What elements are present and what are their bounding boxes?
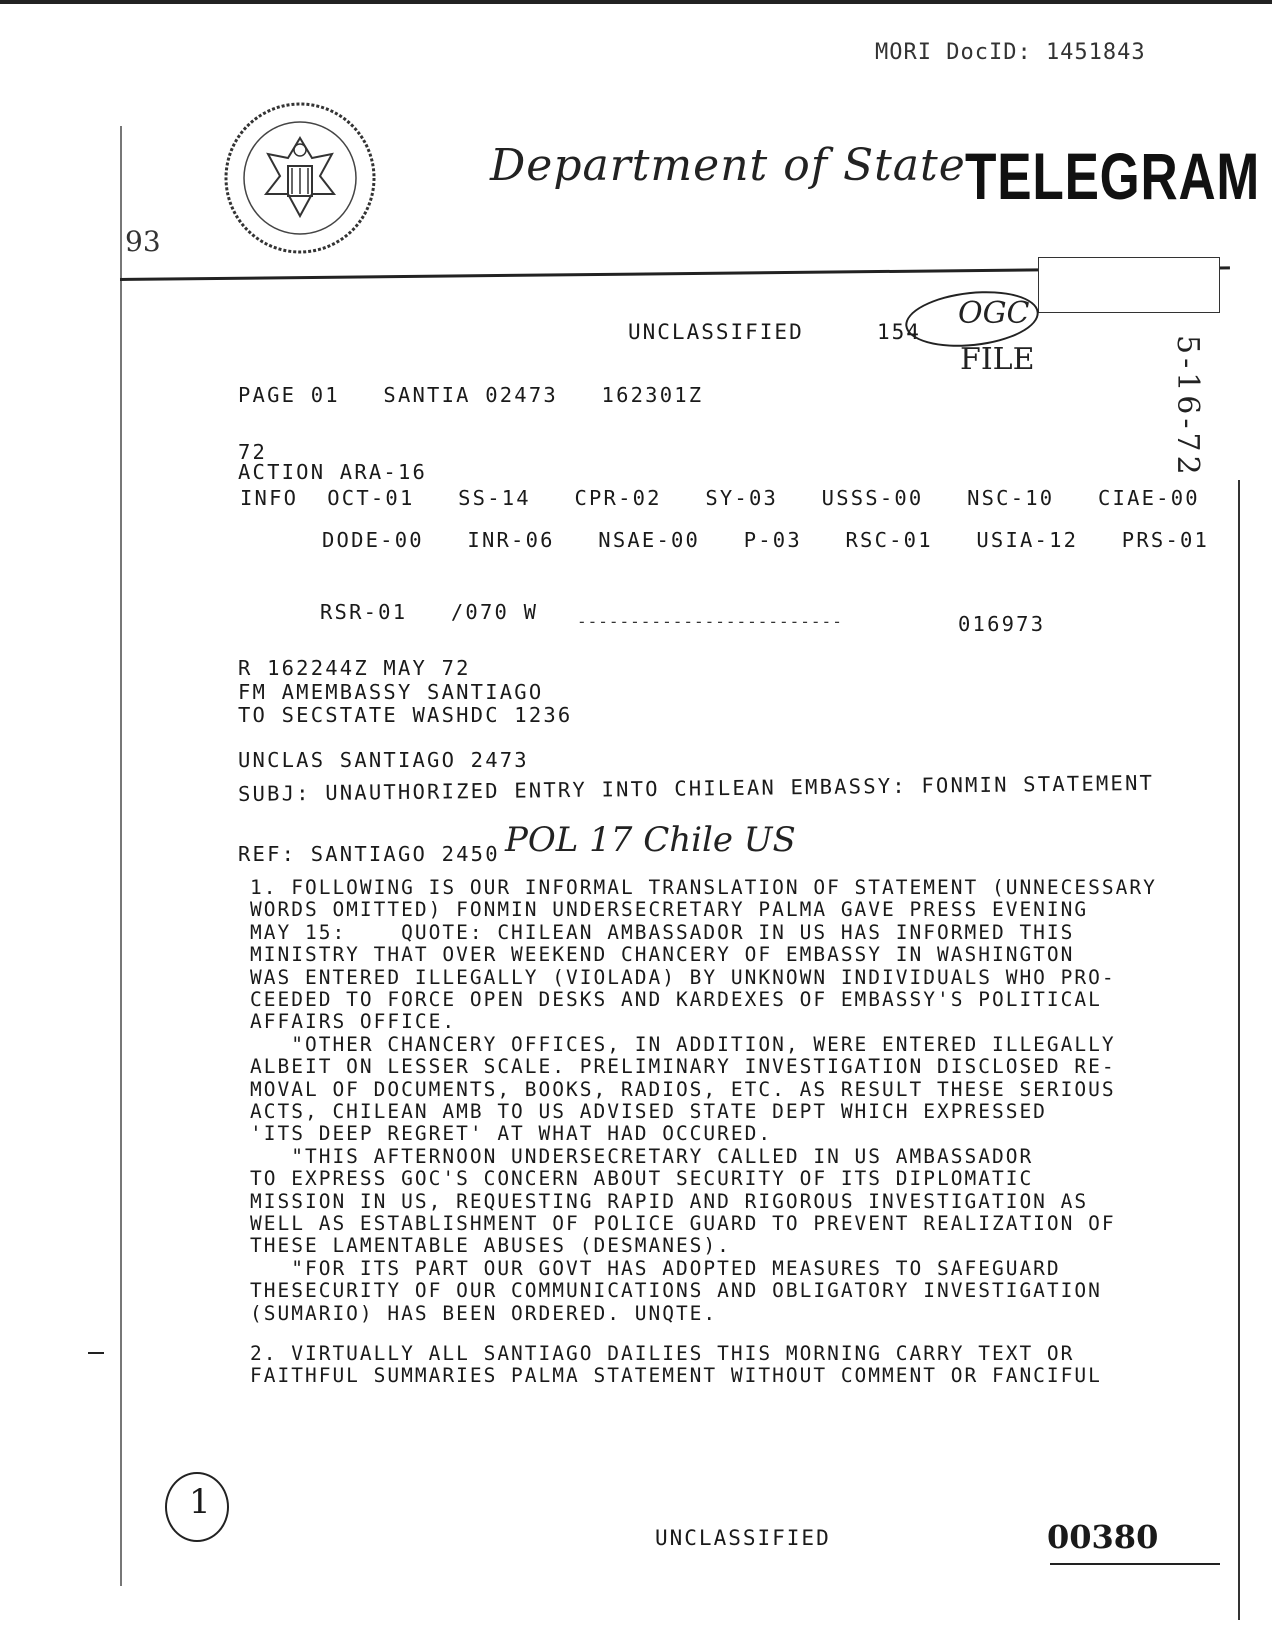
classification-bottom: UNCLASSIFIED <box>655 1526 831 1550</box>
file-handwriting: FILE <box>960 342 1035 377</box>
control-number: 016973 <box>958 612 1046 636</box>
page-number: 00380 <box>1047 1518 1159 1556</box>
info-line-3: RSR-01 /070 W <box>320 600 539 624</box>
right-margin-line <box>1238 480 1240 1620</box>
body-line: FAITHFUL SUMMARIES PALMA STATEMENT WITHOUT COMMENT OR FANCIFUL <box>250 1364 1102 1388</box>
ogc-handwriting: OGC <box>958 296 1030 331</box>
body-line: AFFAIRS OFFICE. <box>250 1010 457 1034</box>
body-line: "OTHER CHANCERY OFFICES, IN ADDITION, WERE ENTERED ILLEGALLY <box>250 1032 1116 1056</box>
telegram-heading: TELEGRAM <box>965 139 1261 213</box>
page-circle-number: 1 <box>189 1482 211 1522</box>
ref-line: REF: SANTIAGO 2450 <box>238 842 500 866</box>
routing-line-1: R 162244Z MAY 72 <box>238 656 471 680</box>
body-line: (SUMARIO) HAS BEEN ORDERED. UNQTE. <box>250 1301 718 1325</box>
page-line: PAGE 01 SANTIA 02473 162301Z <box>238 383 704 407</box>
subject-line: SUBJ: UNAUTHORIZED ENTRY INTO CHILEAN EMBASSY: FONMIN STATEMENT <box>237 770 1155 806</box>
margin-handwriting: 93 <box>125 225 161 258</box>
body-line: THESECURITY OF OUR COMMUNICATIONS AND OBLIGATORY INVESTIGATION <box>250 1279 1102 1303</box>
classification-top-label: UNCLASSIFIED <box>628 320 804 344</box>
body-line: "FOR ITS PART OUR GOVT HAS ADOPTED MEASURES TO SAFEGUARD <box>250 1256 1061 1280</box>
info-line-1: INFO OCT-01 SS-14 CPR-02 SY-03 USSS-00 NSC-10 CIAE-00 <box>240 486 1200 510</box>
body-line: WORDS OMITTED) FONMIN UNDERSECRETARY PALMA GAVE PRESS EVENING <box>250 898 1089 922</box>
dash-separator: ------------------------- <box>577 612 843 631</box>
body-line: 'ITS DEEP REGRET' AT WHAT HAD OCCURED. <box>250 1122 773 1146</box>
info-line-2: DODE-00 INR-06 NSAE-00 P-03 RSC-01 USIA-12 PRS-01 <box>322 528 1210 552</box>
routing-line-2: FM AMEMBASSY SANTIAGO <box>238 680 544 704</box>
left-margin-line <box>120 126 122 1586</box>
body-line: "THIS AFTERNOON UNDERSECRETARY CALLED IN US AMBASSADOR <box>250 1144 1034 1168</box>
body-line: 1. FOLLOWING IS OUR INFORMAL TRANSLATION OF STATEMENT (UNNECESSARY <box>250 876 1157 899</box>
classification-top <box>628 320 921 344</box>
body-line: TO EXPRESS GOC'S CONCERN ABOUT SECURITY OF ITS DIPLOMATIC <box>250 1167 1034 1191</box>
date-handwriting: 5-16-72 <box>1170 335 1205 479</box>
body-line: MISSION IN US, REQUESTING RAPID AND RIGOROUS INVESTIGATION AS <box>250 1189 1089 1213</box>
routing-line-3: TO SECSTATE WASHDC 1236 <box>238 703 573 727</box>
bottom-rule <box>1050 1563 1220 1565</box>
redaction-box <box>1038 257 1220 313</box>
unclas-line: UNCLAS SANTIAGO 2473 <box>238 748 529 772</box>
body-line: 2. VIRTUALLY ALL SANTIAGO DAILIES THIS MORNING CARRY TEXT OR <box>250 1342 1075 1365</box>
body-line: THESE LAMENTABLE ABUSES (DESMANES). <box>250 1234 731 1258</box>
top-number: 154 <box>876 320 921 344</box>
body-line: WAS ENTERED ILLEGALLY (VIOLADA) BY UNKNOWN INDIVIDUALS WHO PRO- <box>250 965 1116 989</box>
header-number: 72 <box>238 440 268 464</box>
body-line: MOVAL OF DOCUMENTS, BOOKS, RADIOS, ETC. AS RESULT THESE SERIOUS <box>250 1077 1116 1101</box>
body-line: ALBEIT ON LESSER SCALE. PRELIMINARY INVESTIGATION DISCLOSED RE- <box>250 1055 1116 1079</box>
state-department-seal-icon <box>220 98 380 258</box>
mori-doc-id: MORI DocID: 1451843 <box>875 40 1146 65</box>
body-line: WELL AS ESTABLISHMENT OF POLICE GUARD TO PREVENT REALIZATION OF <box>250 1212 1116 1235</box>
ref-handwriting: POL 17 Chile US <box>505 820 796 860</box>
body-line: MINISTRY THAT OVER WEEKEND CHANCERY OF EMBASSY IN WASHINGTON <box>250 943 1075 967</box>
action-line: ACTION ARA-16 <box>238 460 428 484</box>
top-edge <box>0 0 1272 4</box>
department-of-state-heading: Department of State <box>490 140 966 191</box>
body-line: CEEDED TO FORCE OPEN DESKS AND KARDEXES OF EMBASSY'S POLITICAL <box>250 988 1102 1011</box>
body-line: ACTS, CHILEAN AMB TO US ADVISED STATE DEPT WHICH EXPRESSED <box>250 1100 1047 1123</box>
margin-dash <box>88 1352 104 1354</box>
body-line: MAY 15: QUOTE: CHILEAN AMBASSADOR IN US HAS INFORMED THIS <box>250 920 1075 944</box>
